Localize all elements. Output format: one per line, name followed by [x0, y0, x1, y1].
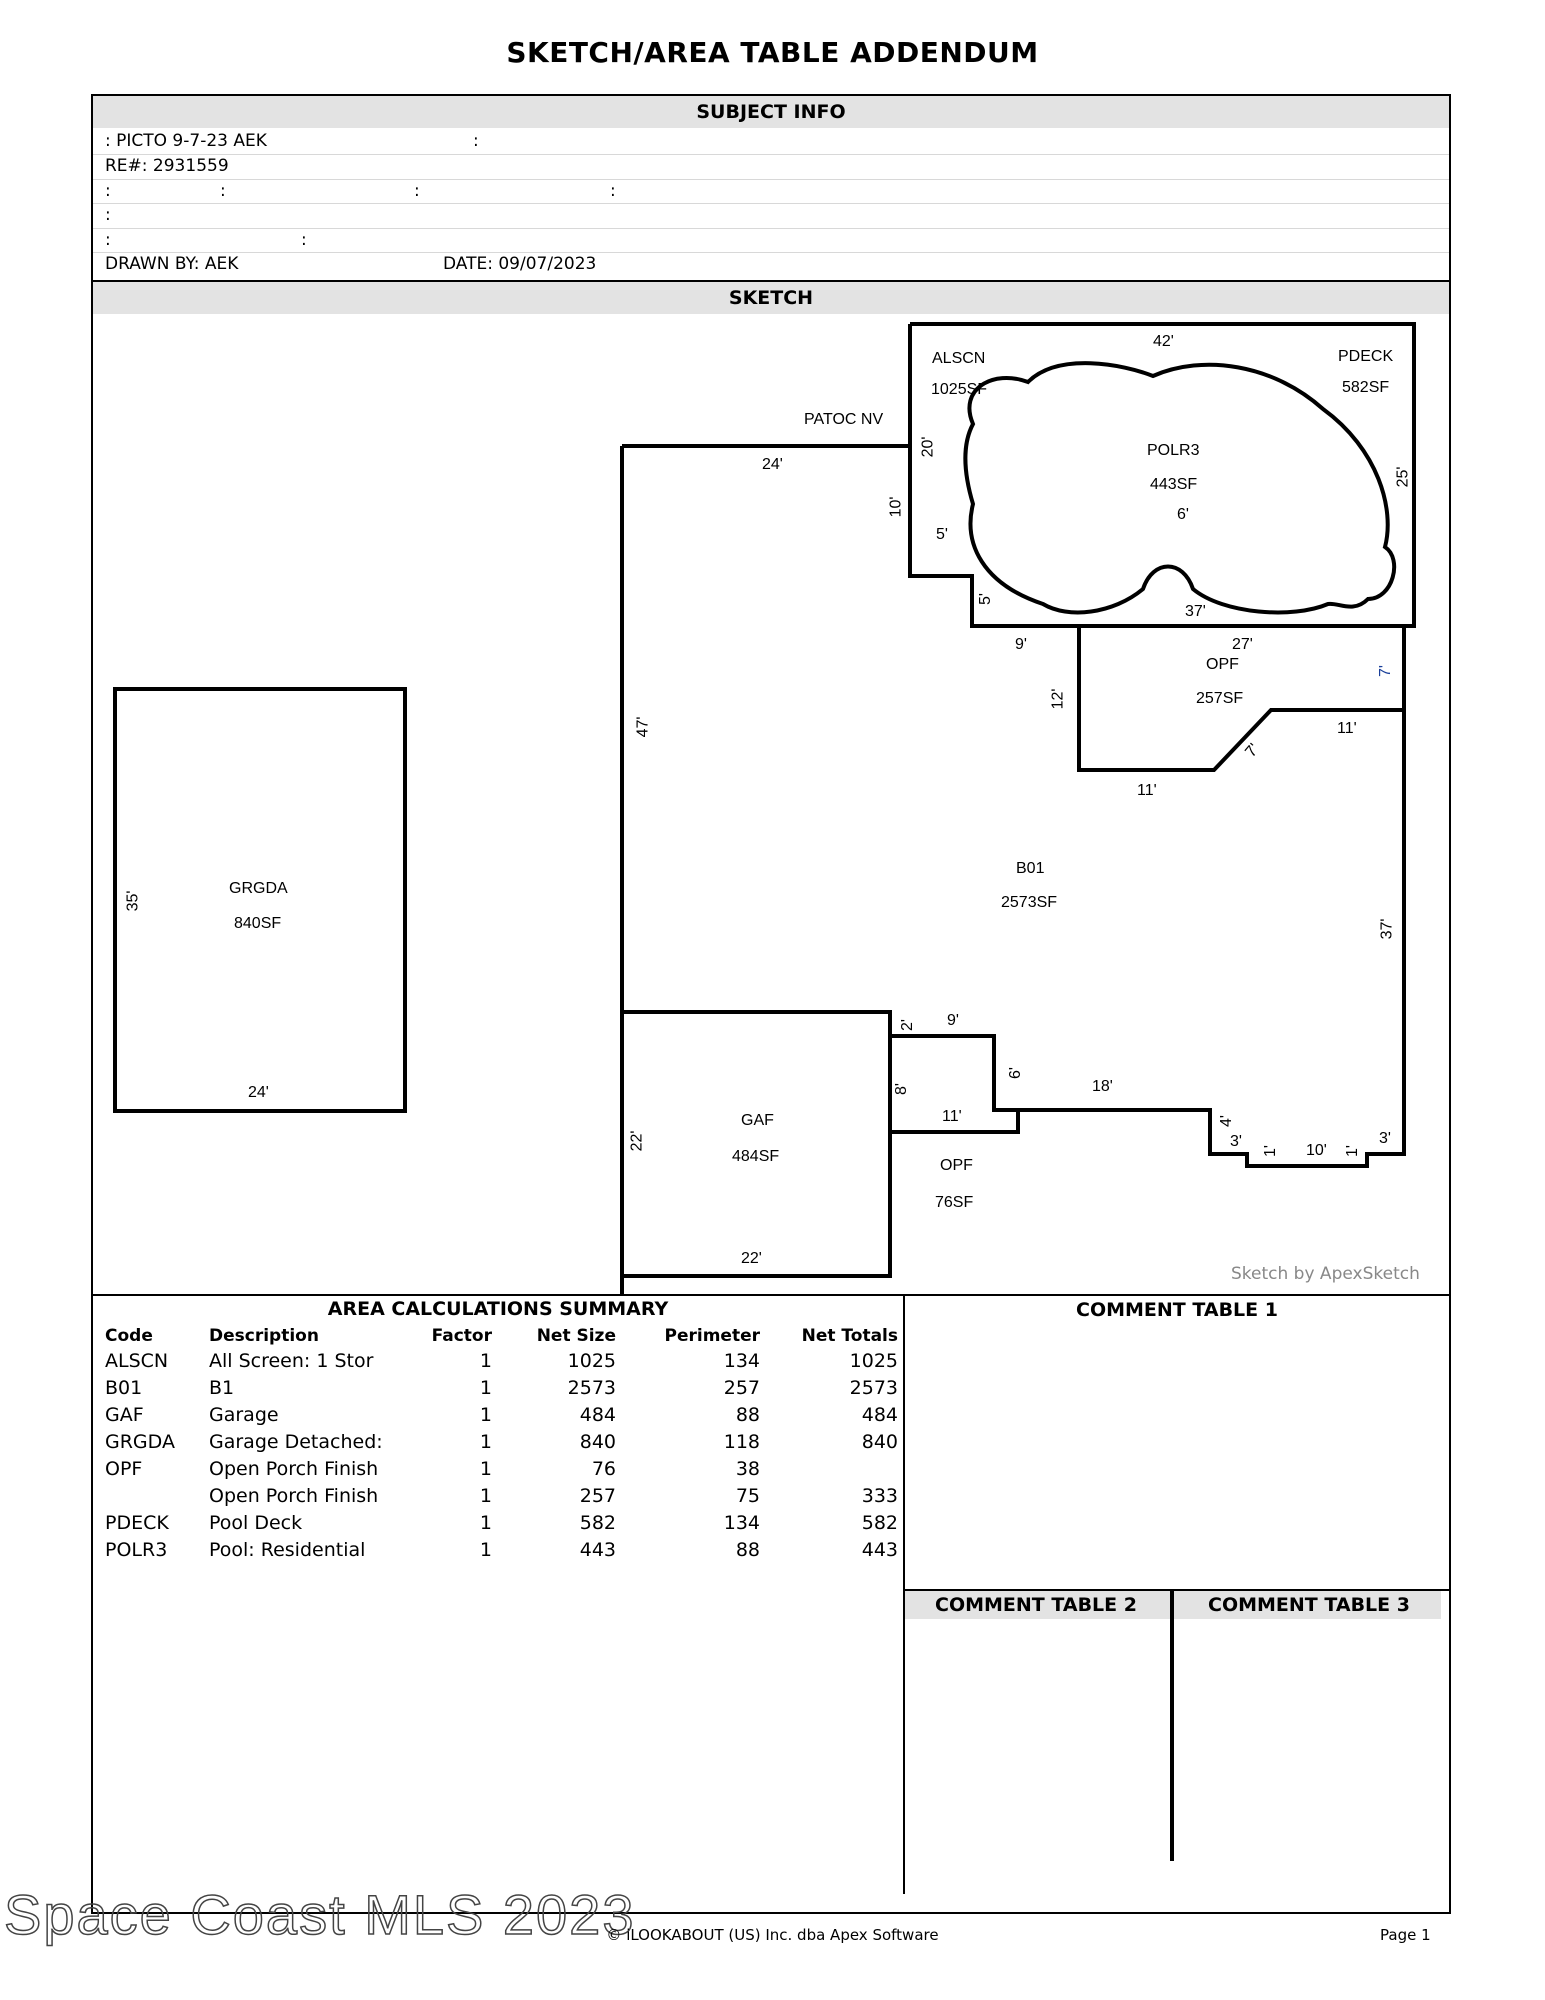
cell-code: ALSCN [105, 1350, 169, 1372]
subject-line-3b: : [220, 181, 226, 201]
dim-label: 25' [1394, 466, 1412, 488]
cell-code: GRGDA [105, 1431, 175, 1453]
sketch-header: SKETCH [93, 282, 1449, 314]
comment-table-1-header: COMMENT TABLE 1 [905, 1296, 1449, 1328]
page-number: Page 1 [1380, 1926, 1431, 1944]
dim-label: 24' [762, 456, 783, 473]
dim-label: 24' [248, 1084, 269, 1101]
gaf-label: GAF [741, 1112, 774, 1129]
opf-label: OPF [1206, 656, 1239, 673]
cell-net-totals: 443 [861, 1539, 898, 1561]
patoc-label: PATOC NV [804, 411, 884, 428]
subject-line-5b: : [301, 230, 307, 250]
dim-label: 18' [1092, 1078, 1113, 1095]
cell-net-totals: 582 [861, 1512, 898, 1534]
dim-label: 20' [919, 436, 937, 458]
dim-label: 7' [1242, 740, 1263, 761]
subject-line-3d: : [610, 181, 616, 201]
subject-line-1-sep: : [473, 131, 479, 151]
dim-label: 9' [947, 1012, 959, 1029]
cell-factor: 1 [479, 1458, 492, 1480]
subject-line-1: : PICTO 9-7-23 AEK [105, 131, 267, 151]
cell-net-size: 484 [579, 1404, 616, 1426]
page-title: SKETCH/AREA TABLE ADDENDUM [506, 36, 1039, 69]
cell-description: Garage Detached: [209, 1431, 383, 1453]
cell-factor: 1 [479, 1512, 492, 1534]
dim-label: 10' [887, 496, 905, 518]
cell-code: GAF [105, 1404, 144, 1426]
cell-net-totals: 333 [861, 1485, 898, 1507]
dim-label: 22' [741, 1250, 762, 1267]
b01-outline-bottom [622, 710, 1404, 1166]
col-perimeter: Perimeter [664, 1326, 760, 1346]
b01-area: 2573SF [1001, 894, 1058, 911]
cell-net-totals: 1025 [849, 1350, 898, 1372]
cell-factor: 1 [479, 1404, 492, 1426]
cell-perimeter: 38 [735, 1458, 760, 1480]
dim-label: 5' [936, 526, 948, 543]
area-summary-header: AREA CALCULATIONS SUMMARY [327, 1298, 669, 1320]
cell-description: Open Porch Finish [209, 1458, 379, 1480]
dim-label: 1' [1343, 1145, 1361, 1157]
alscn-outline [910, 324, 1414, 626]
pdeck-label: PDECK [1338, 348, 1394, 365]
cell-code: POLR3 [105, 1539, 168, 1561]
col-code: Code [105, 1326, 153, 1346]
divider [93, 228, 1449, 229]
alscn-area: 1025SF [931, 381, 988, 398]
cell-net-totals: 2573 [849, 1377, 898, 1399]
dim-label: 1' [1261, 1145, 1279, 1157]
cell-code: PDECK [105, 1512, 169, 1534]
cell-perimeter: 118 [723, 1431, 760, 1453]
dim-label: 9' [1015, 636, 1027, 653]
cell-perimeter: 257 [723, 1377, 760, 1399]
b01-label: B01 [1016, 860, 1045, 877]
cell-perimeter: 134 [723, 1350, 760, 1372]
dim-label: 8' [892, 1083, 910, 1095]
dim-label: 3' [1379, 1130, 1391, 1147]
dim-label: 5' [976, 593, 994, 605]
cell-factor: 1 [479, 1431, 492, 1453]
cell-description: Garage [209, 1404, 279, 1426]
cell-perimeter: 75 [735, 1485, 760, 1507]
dim-label: 22' [628, 1130, 646, 1152]
cell-net-size: 1025 [567, 1350, 616, 1372]
dim-label: 4' [1217, 1115, 1235, 1127]
cell-code: OPF [105, 1458, 143, 1480]
dim-label: 10' [1306, 1142, 1327, 1159]
subject-line-4: : [105, 205, 111, 225]
dim-label: 6' [1006, 1067, 1024, 1079]
cell-factor: 1 [479, 1485, 492, 1507]
drawn-by: DRAWN BY: AEK [105, 254, 239, 274]
divider [93, 252, 1449, 253]
dim-label: 37' [1378, 918, 1396, 940]
dim-label: 35' [124, 890, 142, 912]
polr3-area: 443SF [1150, 476, 1198, 493]
dim-label: 2' [898, 1019, 916, 1031]
dim-label: 11' [942, 1108, 962, 1125]
col-factor: Factor [431, 1326, 492, 1346]
opf-label-2: OPF [940, 1157, 973, 1174]
col-net-totals: Net Totals [801, 1326, 898, 1346]
pdeck-area: 582SF [1342, 379, 1390, 396]
polr3-label: POLR3 [1147, 442, 1200, 459]
dim-label: 27' [1232, 636, 1253, 653]
dim-label: 7' [1376, 665, 1394, 677]
grgda-outline [115, 689, 405, 1111]
comment-table-3-header: COMMENT TABLE 3 [1208, 1594, 1410, 1616]
cell-code: B01 [105, 1377, 143, 1399]
cell-factor: 1 [479, 1350, 492, 1372]
dim-label: 11' [1137, 782, 1157, 799]
cell-net-size: 840 [579, 1431, 616, 1453]
sketch-credit: Sketch by ApexSketch [1231, 1264, 1420, 1284]
dim-label: 11' [1337, 720, 1357, 737]
divider [93, 154, 1449, 155]
cell-description: Open Porch Finish [209, 1485, 379, 1507]
opf-area: 257SF [1196, 690, 1244, 707]
cell-net-size: 2573 [567, 1377, 616, 1399]
divider [93, 179, 1449, 180]
cell-factor: 1 [479, 1377, 492, 1399]
dim-label: 47' [634, 716, 652, 738]
cell-perimeter: 88 [735, 1404, 760, 1426]
cell-net-totals: 840 [861, 1431, 898, 1453]
subject-info-header: SUBJECT INFO [93, 96, 1449, 128]
cell-net-size: 76 [591, 1458, 616, 1480]
cell-net-size: 443 [579, 1539, 616, 1561]
column-divider [1170, 1591, 1174, 1861]
col-description: Description [209, 1326, 319, 1346]
subject-line-3a: : [105, 181, 111, 201]
dim-label: 12' [1049, 688, 1067, 710]
divider [93, 203, 1449, 204]
cell-perimeter: 134 [723, 1512, 760, 1534]
subject-re-number: RE#: 2931559 [105, 156, 229, 176]
copyright: © iLOOKABOUT (US) Inc. dba Apex Software [606, 1926, 939, 1944]
cell-description: All Screen: 1 Stor [209, 1350, 374, 1372]
dim-label: 37' [1185, 603, 1206, 620]
alscn-label: ALSCN [932, 350, 986, 367]
cell-description: B1 [209, 1377, 235, 1399]
comment-table-2-header: COMMENT TABLE 2 [935, 1594, 1137, 1616]
cell-description: Pool: Residential [209, 1539, 366, 1561]
dim-label: 42' [1153, 333, 1174, 350]
dim-label: 6' [1177, 506, 1189, 523]
gaf-outline [622, 1012, 890, 1276]
watermark: Space Coast MLS 2023 [4, 1883, 636, 1946]
subject-line-3c: : [414, 181, 420, 201]
dim-label: 3' [1230, 1133, 1242, 1150]
grgda-label: GRGDA [229, 880, 288, 897]
sketch-date: DATE: 09/07/2023 [443, 254, 597, 274]
cell-factor: 1 [479, 1539, 492, 1561]
cell-perimeter: 88 [735, 1539, 760, 1561]
gaf-area: 484SF [732, 1148, 780, 1165]
opf-area-2: 76SF [935, 1194, 974, 1211]
col-net-size: Net Size [536, 1326, 616, 1346]
cell-net-size: 257 [579, 1485, 616, 1507]
subject-line-5a: : [105, 230, 111, 250]
cell-net-totals: 484 [861, 1404, 898, 1426]
cell-description: Pool Deck [209, 1512, 303, 1534]
cell-net-size: 582 [579, 1512, 616, 1534]
grgda-area: 840SF [234, 915, 282, 932]
